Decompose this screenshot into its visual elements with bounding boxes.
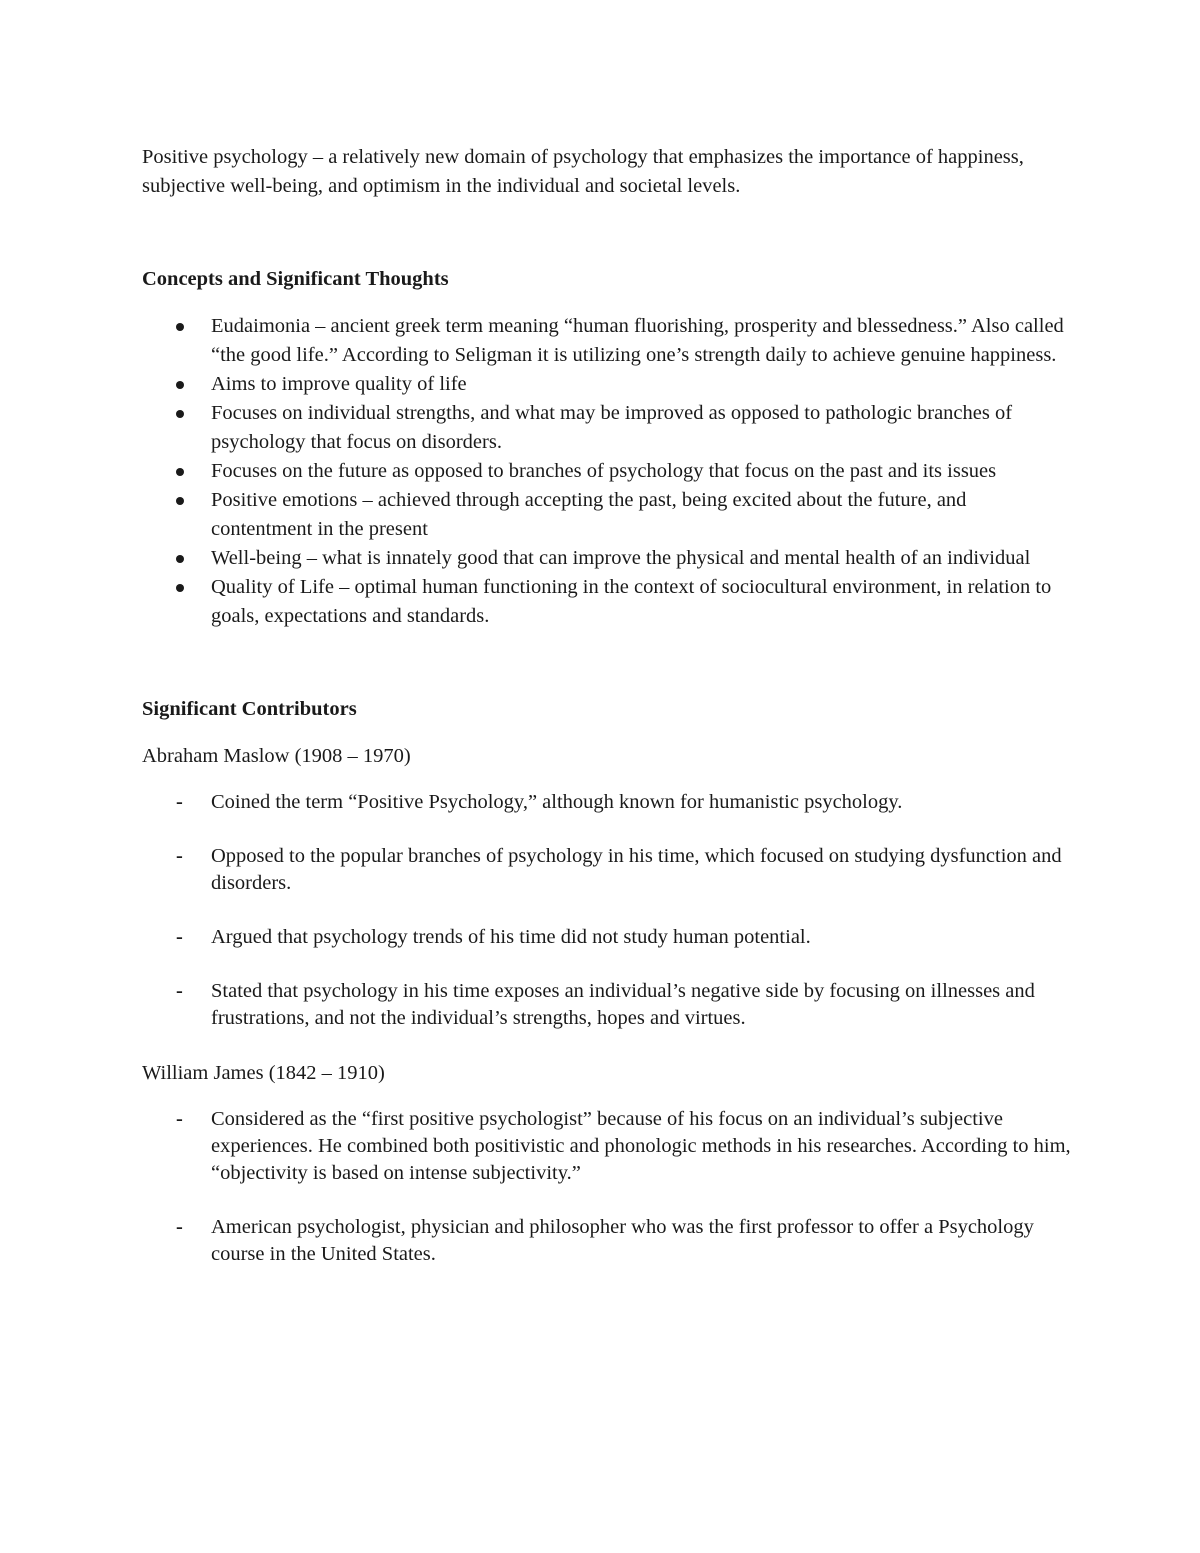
bullet-icon — [176, 584, 184, 592]
dash-icon: - — [176, 980, 183, 1002]
list-item — [142, 1214, 1072, 1268]
list-item — [142, 978, 1072, 1032]
bullet-icon — [176, 323, 184, 331]
list-item — [142, 544, 1072, 573]
list-item-text: Argued that psychology trends of his time did not study human potential. — [211, 926, 811, 948]
contributor-name: William James (1842 – 1910) — [142, 1062, 385, 1084]
dash-icon: - — [176, 1216, 183, 1238]
list-item-text: Focuses on individual strengths, and what may be improved as opposed to pathologic branches of psychology that focus on disorders. — [211, 402, 1013, 453]
intro-paragraph: Positive psychology – a relatively new domain of psychology that emphasizes the importance of happiness, subjective well-being, and optimism in the individual and societal levels. — [142, 146, 1024, 197]
list-item-text: Positive emotions – achieved through accepting the past, being excited about the future, and contentment in the present — [211, 489, 967, 540]
bullet-icon — [176, 497, 184, 505]
bullet-icon — [176, 381, 184, 389]
list-item — [142, 1106, 1072, 1187]
list-item — [142, 573, 1072, 631]
list-item — [142, 399, 1072, 457]
list-item-text: Well-being – what is innately good that can improve the physical and mental health of an individual — [211, 547, 1031, 569]
list-item — [142, 924, 1072, 951]
list-item-text: Considered as the “first positive psychologist” because of his focus on an individual’s subjective experiences. He combined both positivistic and phonologic methods in his researches. According to him, “objectivity is based on intense subjectivity.” — [211, 1108, 1071, 1184]
list-item-text: Opposed to the popular branches of psychology in his time, which focused on studying dysfunction and disorders. — [211, 845, 1062, 894]
list-item-text: Focuses on the future as opposed to branches of psychology that focus on the past and its issues — [211, 460, 997, 482]
list-item-text: Quality of Life – optimal human functioning in the context of sociocultural environment, in relation to goals, expectations and standards. — [211, 576, 1052, 627]
list-item — [142, 789, 1072, 816]
dash-icon: - — [176, 845, 183, 867]
list-item-text: Stated that psychology in his time exposes an individual’s negative side by focusing on illnesses and frustrations, and not the individual’s strengths, hopes and virtues. — [211, 980, 1035, 1029]
dash-icon: - — [176, 1108, 183, 1130]
list-item — [142, 486, 1072, 544]
list-item — [142, 312, 1072, 370]
list-item — [142, 843, 1072, 897]
contributor-name: Abraham Maslow (1908 – 1970) — [142, 745, 411, 767]
list-item-text: American psychologist, physician and philosopher who was the first professor to offer a Psychology course in the United States. — [211, 1216, 1034, 1265]
list-item — [142, 457, 1072, 486]
bullet-icon — [176, 468, 184, 476]
dash-icon: - — [176, 926, 183, 948]
list-item-text: Eudaimonia – ancient greek term meaning “human fluorishing, prosperity and blessedness.” Also called “the good life.” According to Seligman it is utilizing one’s strength daily to achieve genuine happiness. — [211, 315, 1064, 366]
contributor-points — [142, 789, 1072, 1032]
list-item — [142, 370, 1072, 399]
contributors-heading: Significant Contributors — [142, 698, 357, 720]
concepts-list — [142, 312, 1072, 631]
document-page — [142, 143, 1072, 1295]
dash-icon: - — [176, 791, 183, 813]
contributor-points — [142, 1106, 1072, 1268]
list-item-text: Coined the term “Positive Psychology,” although known for humanistic psychology. — [211, 791, 903, 813]
bullet-icon — [176, 555, 184, 563]
list-item-text: Aims to improve quality of life — [211, 373, 467, 395]
bullet-icon — [176, 410, 184, 418]
concepts-heading: Concepts and Significant Thoughts — [142, 268, 449, 290]
